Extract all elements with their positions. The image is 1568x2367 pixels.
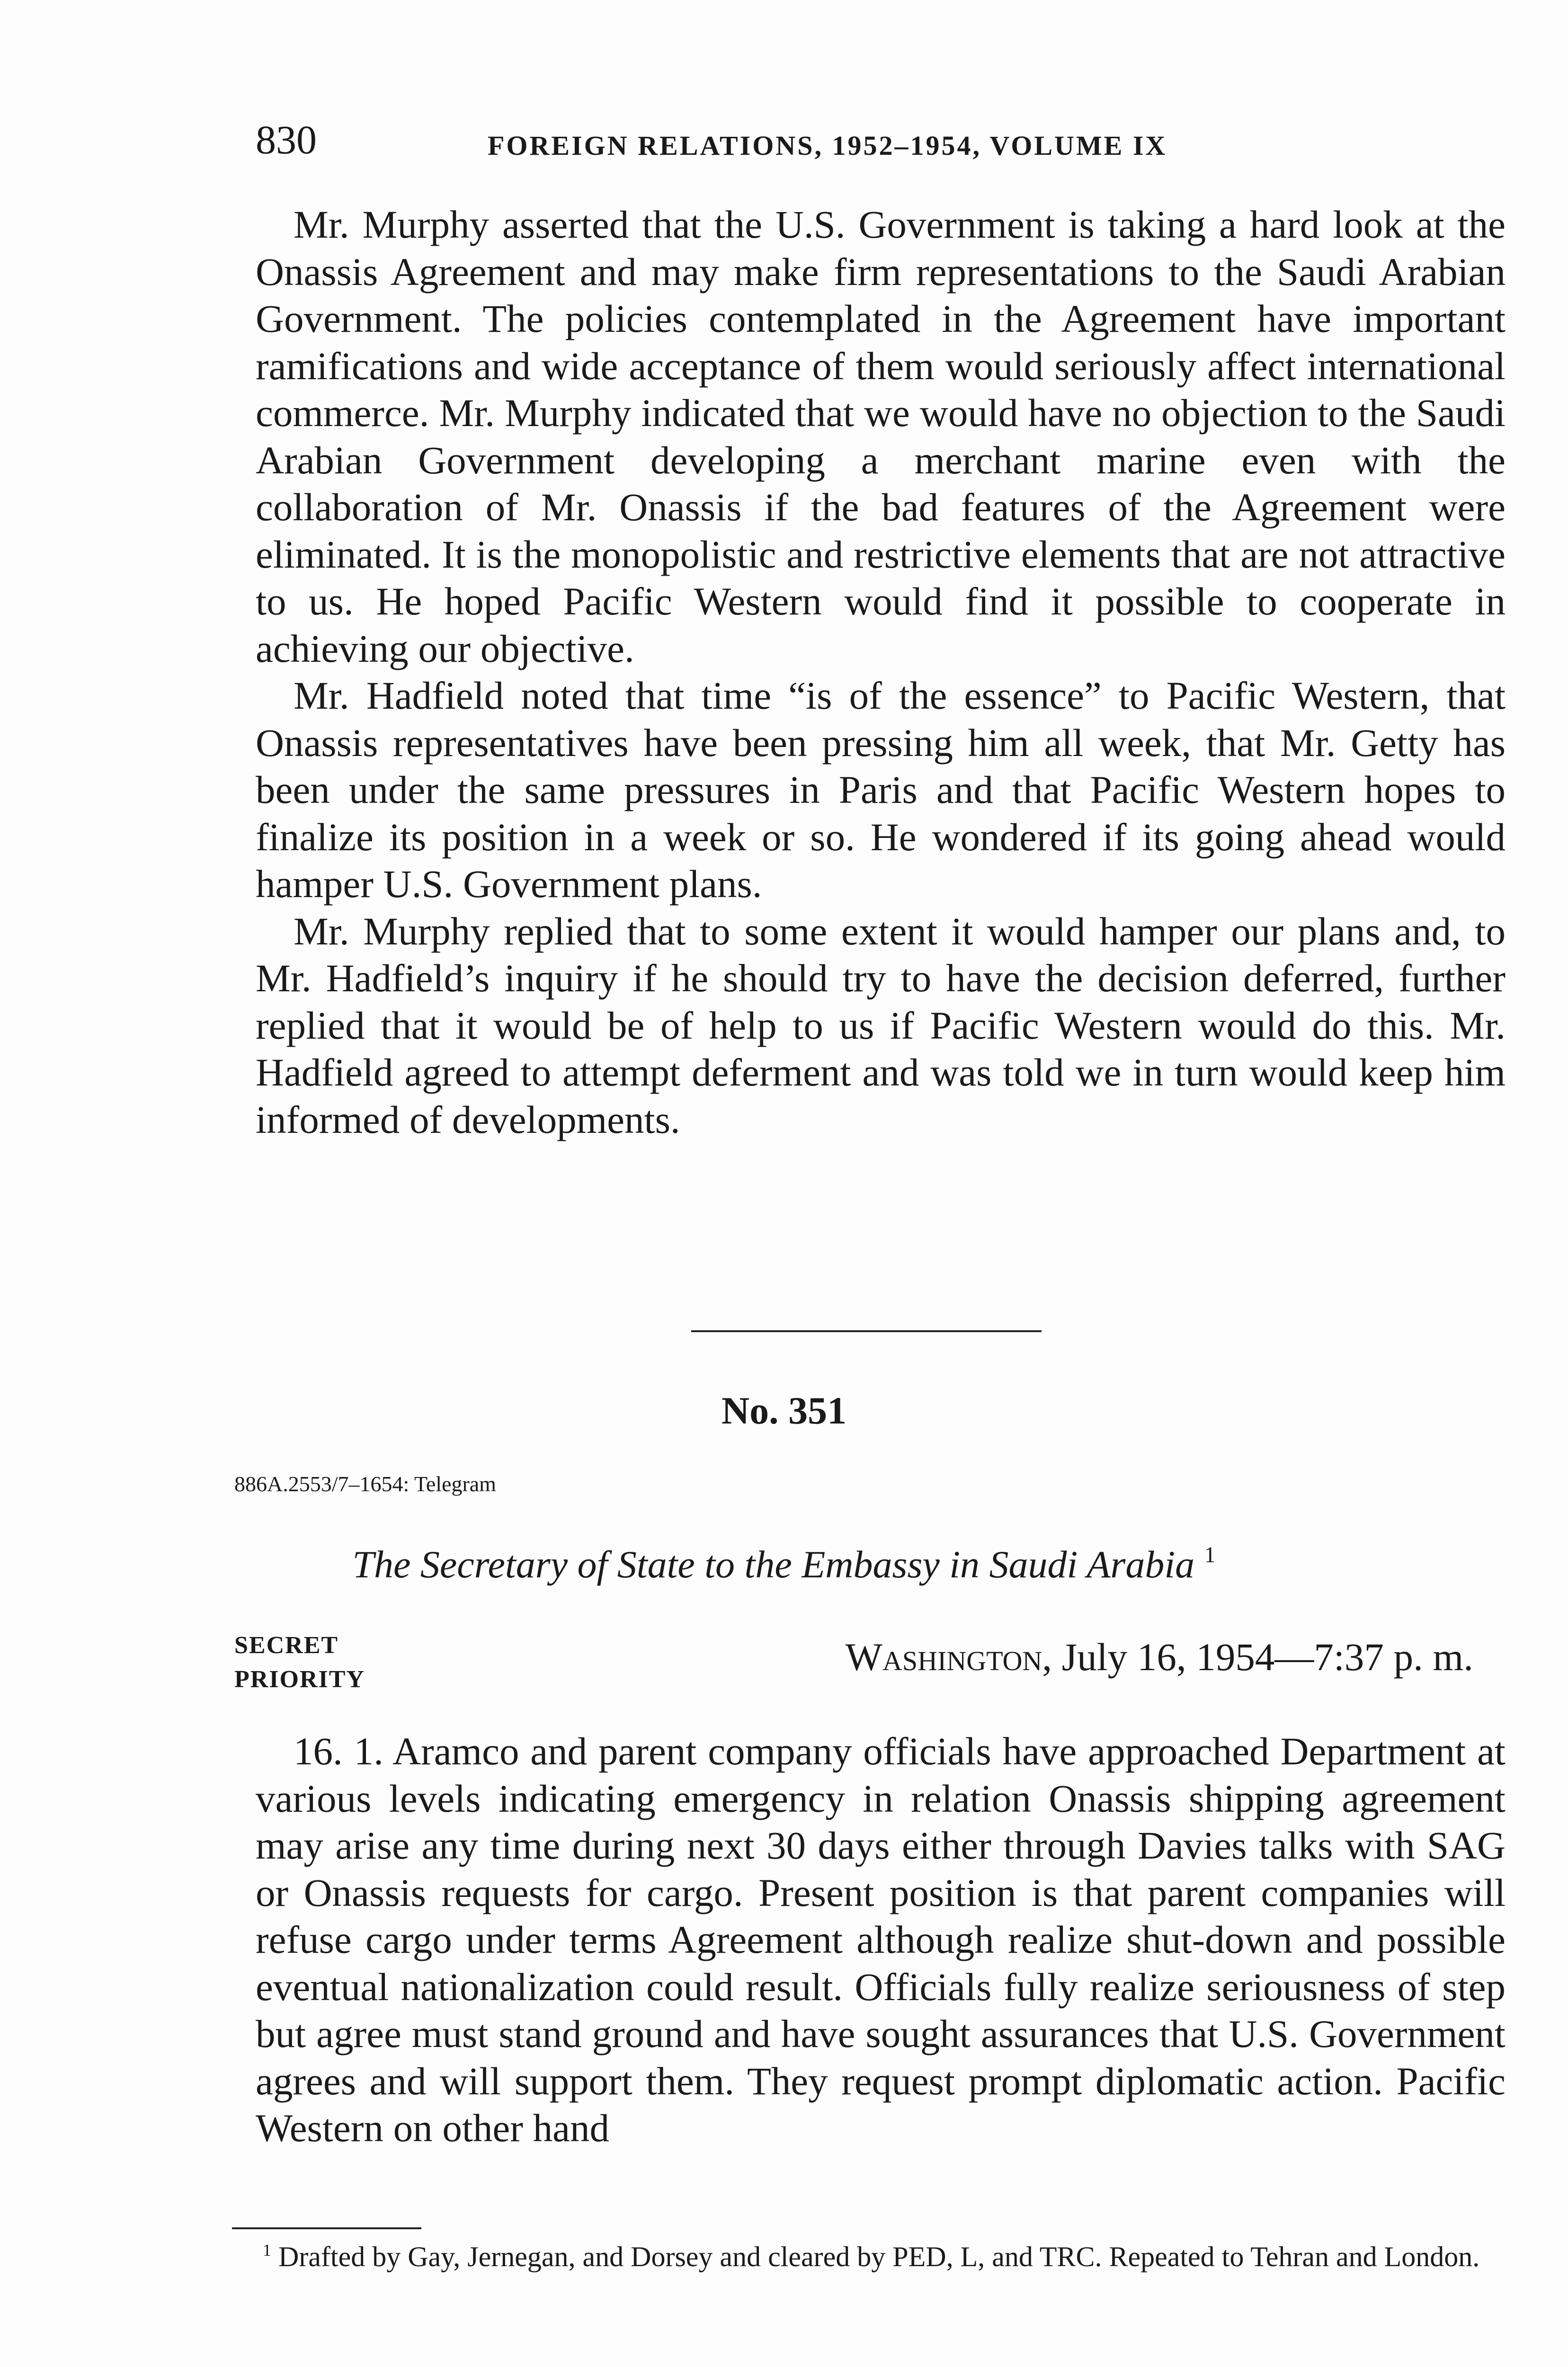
previous-document-text — [256, 201, 1506, 1143]
classification — [234, 1628, 365, 1697]
section-divider — [691, 1330, 1042, 1332]
document-title — [0, 1531, 1568, 1588]
footnote-number: 1 — [263, 2241, 271, 2260]
classification-priority: PRIORITY — [234, 1666, 365, 1693]
series-title: FOREIGN RELATIONS, 1952–1954, VOLUME IX — [488, 130, 1167, 161]
telegram-text — [256, 1728, 1506, 2152]
running-head — [256, 116, 1506, 173]
paragraph: Mr. Murphy asserted that the U.S. Government is taking a hard look at the Onassis Agreement and may make firm representations to the Saudi Arabian Government. The policies contemplated in the Agreement have important ramifications and wide acceptance of them would seriously affect international commerce. Mr. Murphy indicated that we would have no objection to the Saudi Arabian Government developing a merchant marine even with the collaboration of Mr. Onassis if the bad features of the Agreement were eliminated. It is the monopolistic and restrictive elements that are not attractive to us. He hoped Pacific Western would find it possible to cooperate in achieving our objective. — [256, 203, 1506, 670]
paragraph: Mr. Hadfield noted that time “is of the essence” to Pacific Western, that Onassis representatives have been pressing him all week, that Mr. Getty has been under the same pressures in Paris and that Pacific Western hopes to finalize its position in a week or so. He wondered if its going ahead would hamper U.S. Government plans. — [256, 674, 1506, 906]
document-title-text: The Secretary of State to the Embassy in Saudi Arabia — [352, 1543, 1195, 1586]
footnote-marker: 1 — [1204, 1542, 1216, 1567]
footnote — [234, 2234, 1484, 2272]
page-number: 830 — [256, 117, 317, 162]
classification-secret: SECRET — [234, 1632, 339, 1659]
dateline-place: Washington, — [845, 1635, 1052, 1679]
paragraph: Mr. Murphy replied that to some extent it would hamper our plans and, to Mr. Hadfield’s inquiry if he should try to have the decision deferred, further replied that it would be of help to us if Pacific Western would do this. Mr. Hadfield agreed to attempt deferment and was told we in turn would keep him informed of developments. — [256, 909, 1506, 1141]
dateline — [846, 1633, 1473, 1681]
file-reference: 886A.2553/7–1654: Telegram — [234, 1472, 496, 1496]
paragraph: 16. 1. Aramco and parent company officials have approached Department at various levels indicating emergency in relation Onassis shipping agreement may arise any time during next 30 days either through Davies talks with SAG or Onassis requests for cargo. Present position is that parent companies will refuse cargo under terms Agreement although realize shut-down and possible eventual nationalization could result. Officials fully realize seriousness of step but agree must stand ground and have sought assurances that U.S. Government agrees and will support them. They request prompt diplomatic action. Pacific Western on other hand — [256, 1729, 1506, 2150]
dateline-date: July 16, 1954—7:37 p. m. — [1061, 1635, 1473, 1679]
footnote-text: Drafted by Gay, Jernegan, and Dorsey and cleared by PED, L, and TRC. Repeated to Tehran and London. — [278, 2241, 1480, 2272]
document-number: No. 351 — [721, 1389, 847, 1432]
footnote-rule — [232, 2227, 421, 2229]
